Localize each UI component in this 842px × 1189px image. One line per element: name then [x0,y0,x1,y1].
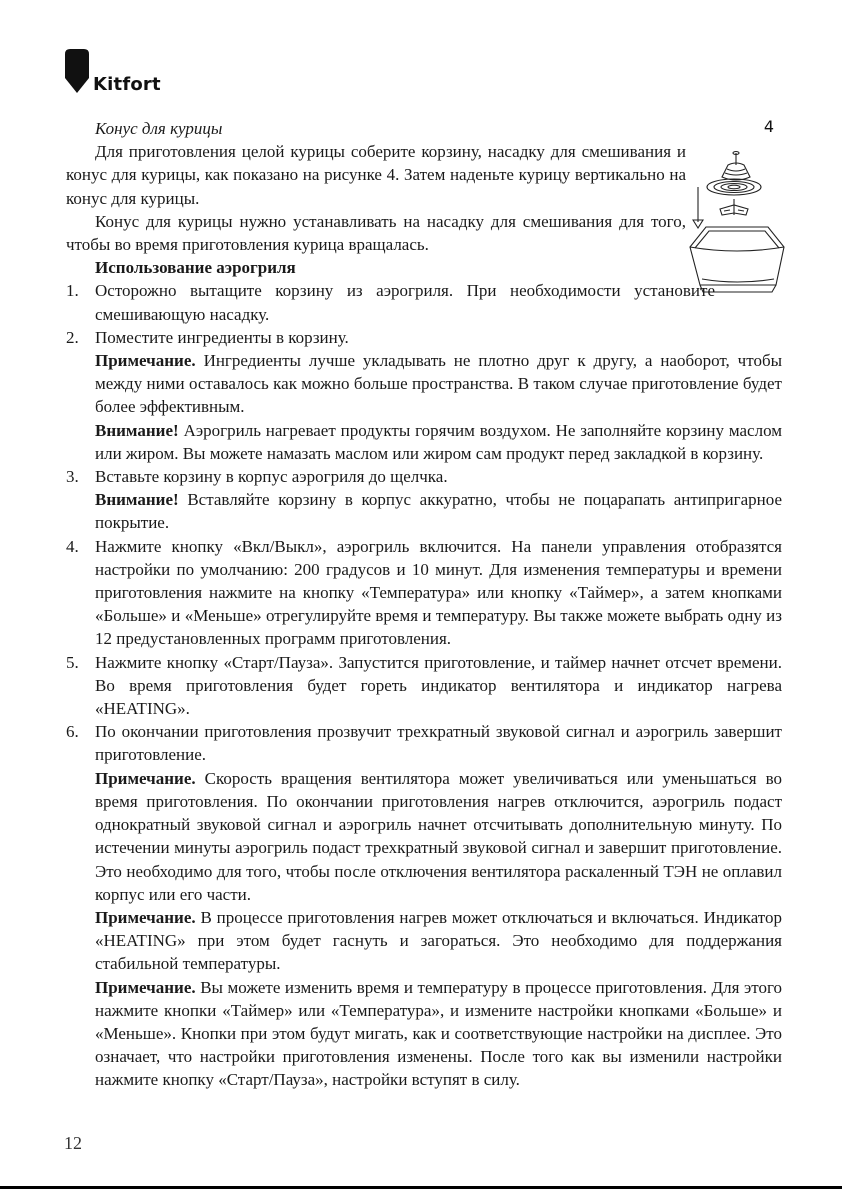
list-number: 6. [66,722,79,742]
list-text: Нажмите кнопку «Вкл/Выкл», аэрогриль включится. На панели управления отобразятся настройки по умолчанию: 200 градусов и 10 минут. Для изменения температуры и времени приготовления нажмите на кнопку «Температура» или кнопку «Таймер», а затем кнопками «Больше» и «Меньше» отрегулируйте время и температуру. Вы также можете выбрать одну из 12 предустановленных программ приготовления. [95,536,782,649]
list-number: 2. [66,327,79,347]
note-label: Примечание. [95,351,196,371]
list-text: Вставьте корзину в корпус аэрогриля до щелчка. [95,467,448,487]
note-text: В процессе приготовления нагрев может отключаться и включаться. Индикатор «HEATING» при этом будет гаснуть и загораться. Это необходимо для поддержания стабильной температуры. [95,907,782,974]
list-text: Нажмите кнопку «Старт/Пауза». Запустится приготовление, и таймер начнет отсчет времени. Во время приготовления будет гореть индикатор вентилятора и индикатор нагрева «HEATING». [95,652,782,719]
note-text: Вы можете изменить время и температуру в процессе приготовления. Для этого нажмите кнопки «Таймер» или «Температура», и измените настройки кнопками «Больше» и «Меньше». Кнопки при этом будут мигать, как и соответствующие настройки на дисплее. Это означает, что настройки приготовления изменены. После того как вы изменили настройки нажмите кнопку «Старт/Пауза», настройки вступят в силу. [95,977,783,1090]
paragraph: Для приготовления целой курицы соберите корзину, насадку для смешивания и конус для курицы, как показано на рисунке 4. Затем наденьте курицу вертикально на конус для курицы. [66,142,686,208]
warning-label: Внимание! [95,490,179,510]
list-text: Поместите ингредиенты в корзину. [95,327,349,347]
list-item [66,465,782,488]
kitfort-logo [64,48,174,98]
warning-label: Внимание! [95,420,179,440]
warning [66,419,782,465]
warning-text: Вставляйте корзину в корпус аккуратно, чтобы не поцарапать антипригарное покрытие. [95,490,782,533]
list-number: 5. [66,652,79,672]
note-text: Ингредиенты лучше укладывать не плотно друг к другу, а наоборот, чтобы между ними оставалось как можно больше пространства. В таком случае приготовление будет более эффективным. [95,351,783,417]
list-text: Осторожно вытащите корзину из аэрогриля. При необходимости установите смешивающую насадку. [95,281,715,324]
list-number: 3. [66,467,79,487]
list-item [66,651,782,721]
note-label: Примечание. [95,907,196,927]
note-label: Примечание. [95,768,196,788]
section-subtitle: Конус для курицы [95,119,223,138]
list-number: 1. [66,281,79,301]
note [66,767,782,906]
list-item [66,326,782,349]
warning-text: Аэрогриль нагревает продукты горячим воздухом. Не заполняйте корзину маслом или жиром. Вы можете намазать маслом или жиром сам продукт перед закладкой в корзину. [95,420,783,463]
figure-number: 4 [763,117,774,136]
page-content [66,117,782,1092]
warning [66,488,782,534]
list-number: 4. [66,536,79,556]
list-item [66,279,715,325]
section-heading: Использование аэрогриля [95,258,296,278]
logo-mark-icon [64,48,90,94]
note [66,976,782,1092]
page-number: 12 [64,1133,82,1153]
note-label: Примечание. [95,977,196,997]
list-item [66,535,782,651]
brand-name: Kitfort [93,74,161,95]
list-text: По окончании приготовления прозвучит трехкратный звуковой сигнал и аэрогриль завершит приготовление. [95,722,782,765]
note-text: Скорость вращения вентилятора может увеличиваться или уменьшаться во время приготовления. По окончании приготовления нагрев отключится, аэрогриль подаст однократный звуковой сигнал и аэрогриль начнет отсчитывать дополнительную минуту. По истечении минуты аэрогриль подаст трехкратный звуковой сигнал и завершит приготовление. Это необходимо для того, чтобы после отключения вентилятора раскаленный ТЭН не оплавил корпус или его части. [95,768,782,904]
list-item [66,720,782,766]
paragraph: Конус для курицы нужно устанавливать на насадку для смешивания для того, чтобы во время приготовления курица вращалась. [66,211,686,255]
note [66,906,782,976]
note [66,349,782,419]
